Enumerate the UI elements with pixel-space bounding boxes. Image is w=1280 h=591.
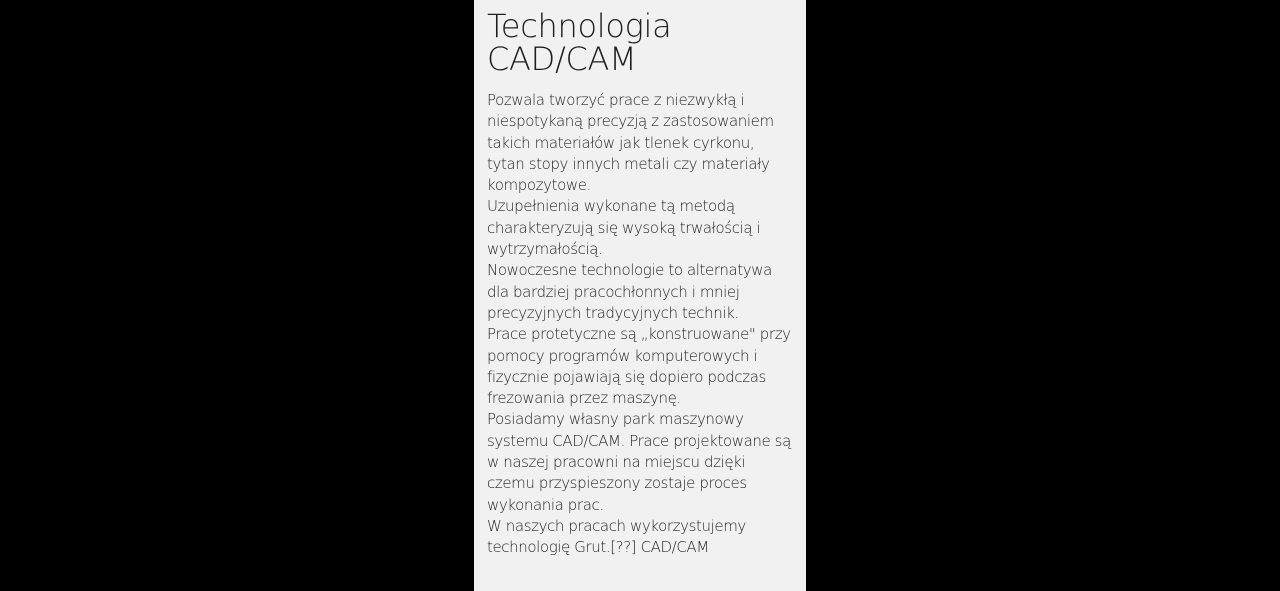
content-panel (474, 0, 806, 591)
page-title-line-2: CAD/CAM (487, 40, 637, 78)
paragraph-modern-technology: Nowoczesne technologie to alternatywa dla bardziej pracochłonnych i mniej precyzyjnych tradycyjnych technik. (487, 261, 772, 322)
article-body (487, 90, 794, 559)
paragraph-grut-technology: W naszych pracach wykorzystujemy technologię Grut.[??] CAD/CAM (487, 516, 746, 557)
page-title-line-1: Technologia (487, 7, 672, 45)
paragraph-computer-design: Prace protetyczne są „konstruowane" przy pomocy programów komputerowych i fizycznie pojawiają się dopiero podczas frezowania przez maszynę. (487, 325, 791, 408)
paragraph-machine-park: Posiadamy własny park maszynowy systemu CAD/CAM. Prace projektowane są w naszej pracowni na miejscu dzięki czemu przyspieszony zostaje proces wykonania prac. (487, 410, 791, 514)
paragraph-durability: Uzupełnienia wykonane tą metodą charakteryzują się wysoką trwałością i wytrzymałością. (487, 197, 761, 259)
page-title (487, 7, 794, 78)
paragraph-materials: Pozwala tworzyć prace z niezwykłą i niespotykaną precyzją z zastosowaniem takich materiałów jak tlenek cyrkonu, tytan stopy innych metali czy materiały kompozytowe. (487, 91, 774, 195)
